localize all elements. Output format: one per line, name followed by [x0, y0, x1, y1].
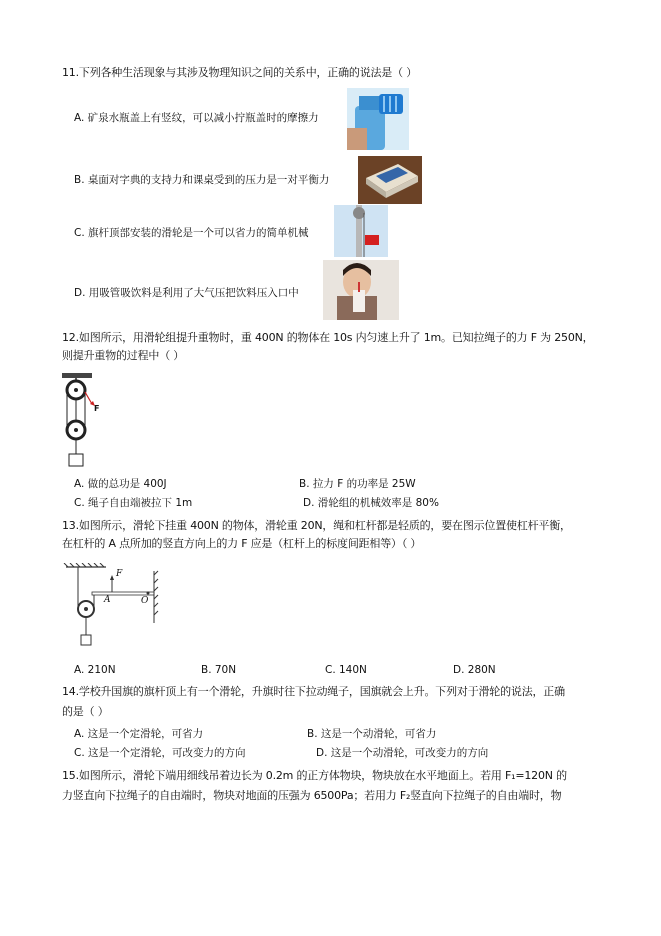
- q13-option-b: B. 70N: [201, 664, 237, 676]
- child-drinking-straw-photo: [323, 260, 399, 320]
- bottle-cap-photo: [347, 88, 409, 150]
- q15-stem-line2: 力竖直向下拉绳子的自由端时，物块对地面的压强为 6500Pa；若用力 F₂竖直向下拉绳子的自由端时，物: [62, 789, 562, 802]
- q14-stem-line2: 的是（ ）: [62, 705, 109, 718]
- q13-option-a: A. 210N: [74, 664, 116, 676]
- q13-option-c: C. 140N: [325, 664, 367, 676]
- q12-option-a: A. 做的总功是 400J: [74, 478, 167, 490]
- q14-option-a: A. 这是一个定滑轮，可省力: [74, 728, 204, 740]
- q13-stem-line1: 13.如图所示，滑轮下挂重 400N 的物体，滑轮重 20N，绳和杠杆都是轻质的，要在图示位置使杠杆平衡，: [62, 519, 571, 532]
- q15-stem-line1: 15.如图所示，滑轮下端用细线吊着边长为 0.2m 的正方体物块，物块放在水平地面上。若用 F₁=120N 的: [62, 769, 567, 782]
- q12-option-b: B. 拉力 F 的功率是 25W: [299, 478, 416, 490]
- q14-option-d: D. 这是一个动滑轮，可改变力的方向: [316, 747, 489, 759]
- q14-option-c: C. 这是一个定滑轮，可改变力的方向: [74, 747, 246, 759]
- flagpole-pulley-photo: [334, 205, 388, 257]
- dictionary-on-desk-photo: [358, 156, 422, 204]
- q11-option-a: A. 矿泉水瓶盖上有竖纹，可以减小拧瓶盖时的摩擦力: [74, 112, 319, 124]
- q11-option-b: B. 桌面对字典的支持力和课桌受到的压力是一对平衡力: [74, 174, 330, 186]
- q11-stem: 11.下列各种生活现象与其涉及物理知识之间的关系中，正确的说法是（ ）: [62, 66, 417, 79]
- q14-option-b: B. 这是一个动滑轮，可省力: [307, 728, 437, 740]
- q11-option-c: C. 旗杆顶部安装的滑轮是一个可以省力的简单机械: [74, 227, 309, 239]
- q12-stem-line2: 则提升重物的过程中（ ）: [62, 349, 185, 362]
- pulley-block-figure: [58, 372, 108, 468]
- q11-option-d: D. 用吸管吸饮料是利用了大气压把饮料压入口中: [74, 287, 299, 299]
- q12-option-c: C. 绳子自由端被拉下 1m: [74, 497, 193, 509]
- lever-pulley-figure: [62, 563, 162, 653]
- force-f-label: F: [94, 404, 100, 413]
- q12-option-d: D. 滑轮组的机械效率是 80%: [303, 497, 439, 509]
- q14-stem-line1: 14.学校升国旗的旗杆顶上有一个滑轮，升旗时往下拉动绳子，国旗就会上升。下列对于滑轮的说法，正确: [62, 685, 565, 698]
- q13-stem-line2: 在杠杆的 A 点所加的竖直方向上的力 F 应是（杠杆上的标度间距相等）（ ）: [62, 537, 422, 550]
- q13-option-d: D. 280N: [453, 664, 496, 676]
- point-a-label: A: [104, 595, 111, 605]
- point-o-label: O: [141, 596, 149, 606]
- q12-stem-line1: 12.如图所示，用滑轮组提升重物时，重 400N 的物体在 10s 内匀速上升了 1m。已知拉绳子的力 F 为 250N，: [62, 331, 594, 344]
- force-f-label: F: [116, 569, 123, 579]
